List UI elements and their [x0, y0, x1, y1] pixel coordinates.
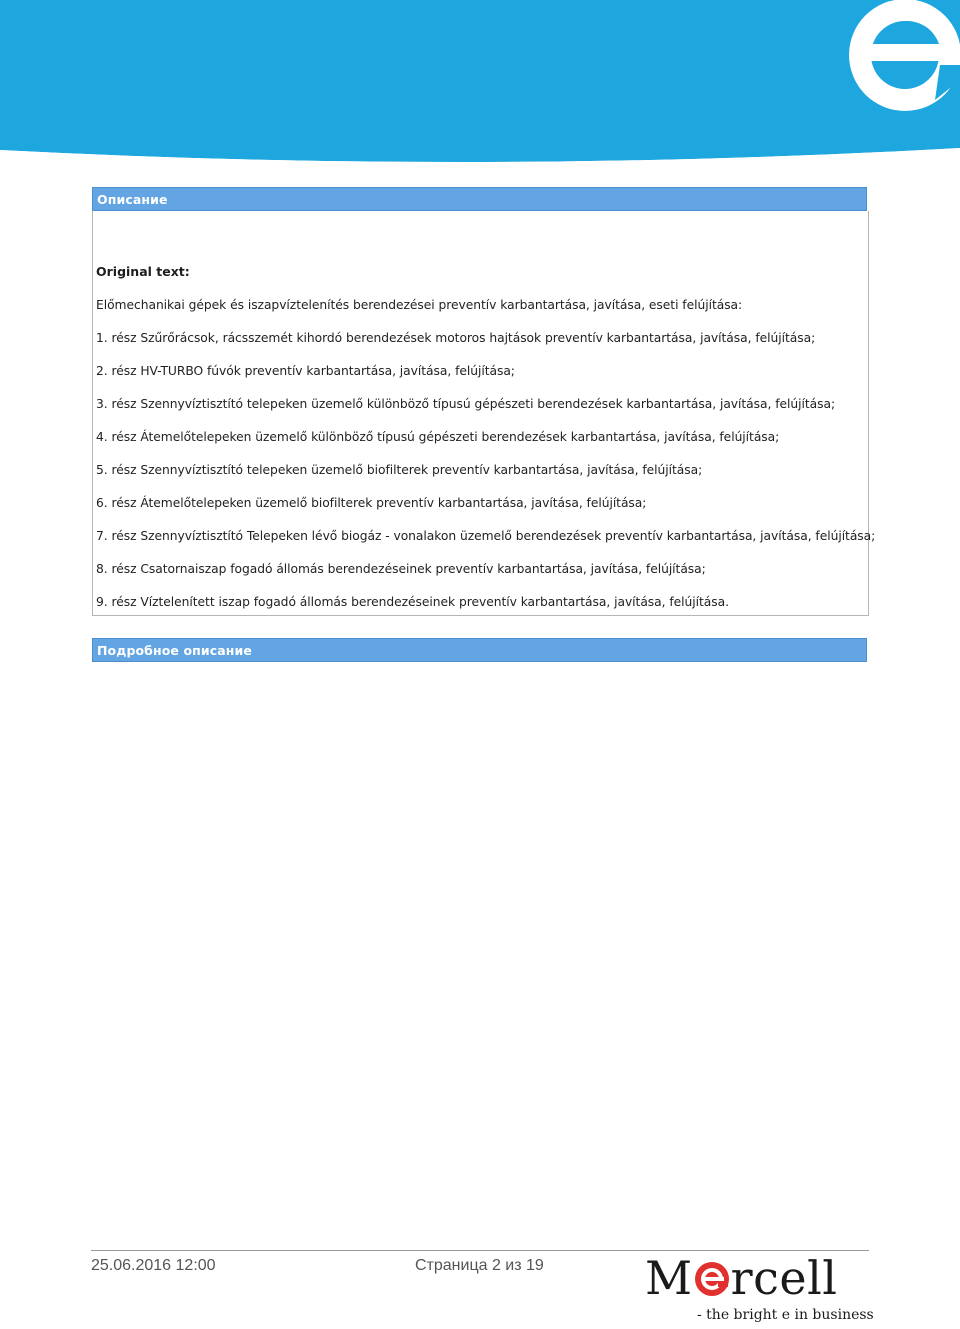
logo-e-icon	[694, 1261, 730, 1297]
description-line: Előmechanikai gépek és iszapvíztelenítés berendezései preventív karbantartása, javítása, eseti felújítása:	[96, 298, 743, 312]
description-line: 1. rész Szűrőrácsok, rácsszemét kihordó berendezések motoros hajtások preventív karbantartása, javítása, felújítása;	[96, 331, 816, 345]
company-logo	[645, 1251, 874, 1327]
footer-page-number: Страница 2 из 19	[415, 1257, 544, 1274]
section-header-description: Описание	[92, 187, 867, 211]
description-line: 9. rész Víztelenített iszap fogadó állomás berendezéseinek preventív karbantartása, javítása, felújítása.	[96, 595, 729, 609]
description-line: 2. rész HV-TURBO fúvók preventív karbantartása, javítása, felújítása;	[96, 364, 515, 378]
logo-text-start: M	[645, 1251, 693, 1305]
original-text-label: Original text:	[96, 264, 190, 279]
description-line: 3. rész Szennyvíztisztító telepeken üzemelő különböző típusú gépészeti berendezések karbantartása, javítása, felújítása;	[96, 397, 836, 411]
banner-graphic	[0, 0, 960, 165]
header-banner	[0, 0, 960, 165]
description-line: 5. rész Szennyvíztisztító telepeken üzemelő biofilterek preventív karbantartása, javítása, felújítása;	[96, 463, 703, 477]
footer-date: 25.06.2016 12:00	[91, 1257, 216, 1274]
logo-wordmark	[645, 1253, 838, 1303]
description-line: 7. rész Szennyvíztisztító Telepeken lévő biogáz - vonalakon üzemelő berendezések preventív karbantartása, javítása, felújítása;	[96, 529, 876, 543]
e-logo-icon	[849, 0, 960, 111]
section-header-detailed-description: Подробное описание	[92, 638, 867, 662]
description-line: 6. rész Átemelőtelepeken üzemelő biofilterek preventív karbantartása, javítása, felújítása;	[96, 496, 647, 510]
section-body-description	[92, 211, 869, 616]
description-line: 8. rész Csatornaiszap fogadó állomás berendezéseinek preventív karbantartása, javítása, felújítása;	[96, 562, 706, 576]
logo-tagline: - the bright e in business	[697, 1307, 874, 1323]
description-line: 4. rész Átemelőtelepeken üzemelő különböző típusú gépészeti berendezések karbantartása, javítása, felújítása;	[96, 430, 780, 444]
logo-text-end: rcell	[730, 1251, 838, 1305]
